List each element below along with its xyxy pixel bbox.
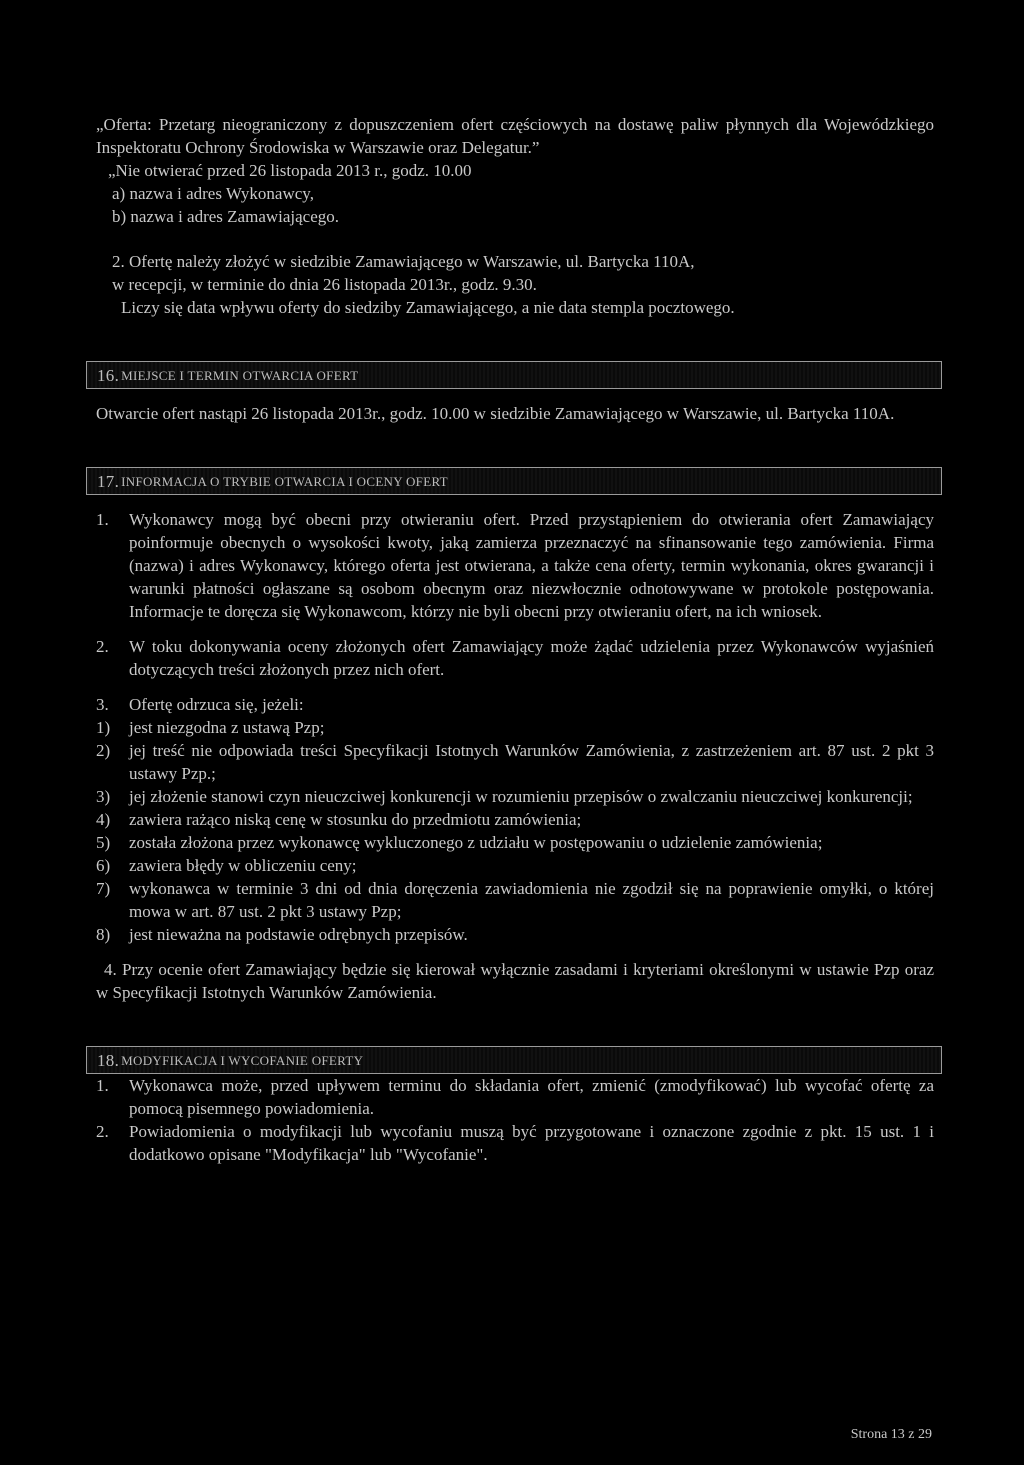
list-item: [96, 854, 934, 877]
list-text: zawiera błędy w obliczeniu ceny;: [129, 856, 357, 875]
list-text: jej złożenie stanowi czyn nieuczciwej konkurencji w rozumieniu przepisów o zwalczaniu nieuczciwej konkurencji;: [129, 787, 913, 806]
section-17-item-2: [96, 635, 934, 681]
section-18-item-2: [96, 1120, 934, 1166]
item2-line2: w recepcji, w terminie do dnia 26 listopada 2013r., godz. 9.30.: [112, 275, 537, 294]
section-17-item-1: [96, 508, 934, 623]
section-16-number: 16.: [97, 365, 120, 385]
list-text: Powiadomienia o modyfikacji lub wycofaniu muszą być przygotowane i oznaczone zgodnie z pkt. 15 ust. 1 i dodatkowo opisane "Modyfikacja" lub "Wycofanie".: [129, 1122, 934, 1164]
rejection-reasons-list: [96, 716, 934, 946]
list-number: 2.: [96, 1122, 109, 1141]
list-item: [96, 923, 934, 946]
list-number: 1.: [96, 510, 109, 529]
section-17-item-3: [96, 693, 934, 716]
section-18-item-1: [96, 1074, 934, 1120]
list-item: [96, 739, 934, 785]
list-number: 6): [96, 856, 111, 875]
list-number: 1): [96, 718, 111, 737]
list-number: 4): [96, 810, 111, 829]
list-text: jest niezgodna z ustawą Pzp;: [129, 718, 325, 737]
section-18-title: MODYFIKACJA I WYCOFANIE OFERTY: [121, 1052, 364, 1068]
list-item: [96, 785, 934, 808]
section-18-header: [86, 1046, 942, 1074]
section-17-title: INFORMACJA O TRYBIE OTWARCIA I OCENY OFERT: [121, 473, 448, 489]
intro-offer-label: „Oferta: Przetarg nieograniczony z dopuszczeniem ofert częściowych na dostawę paliw płynnych dla Wojewódzkiego Inspektoratu Ochrony Środowiska w Warszawie oraz Delegatur.”: [96, 115, 934, 157]
list-item: [96, 877, 934, 923]
list-number: 7): [96, 879, 111, 898]
list-text: została złożona przez wykonawcę wykluczonego z udziału w postępowaniu o udzielenie zamówienia;: [129, 833, 823, 852]
section-18-number: 18.: [97, 1050, 120, 1070]
list-number: 3.: [96, 695, 109, 714]
intro-do-not-open: „Nie otwierać przed 26 listopada 2013 r., godz. 10.00: [108, 161, 472, 180]
list-number: 2.: [96, 637, 109, 656]
list-item: [96, 831, 934, 854]
section-16-title: MIEJSCE I TERMIN OTWARCIA OFERT: [121, 367, 359, 383]
section-16-header: [86, 361, 942, 389]
intro-item-b: b) nazwa i adres Zamawiającego.: [112, 207, 340, 226]
list-item: [96, 808, 934, 831]
list-number: 2): [96, 741, 111, 760]
list-text: W toku dokonywania oceny złożonych ofert Zamawiający może żądać udzielenia przez Wykonawców wyjaśnień dotyczących treści złożonych przez nich ofert.: [129, 637, 934, 679]
section-17-number: 17.: [97, 471, 120, 491]
list-text: Wykonawca może, przed upływem terminu do składania ofert, zmienić (zmodyfikować) lub wycofać ofertę za pomocą pisemnego powiadomienia.: [129, 1076, 934, 1118]
list-text: Ofertę odrzuca się, jeżeli:: [129, 695, 304, 714]
list-number: 8): [96, 925, 111, 944]
page-number: Strona 13 z 29: [850, 1427, 932, 1442]
list-number: 5): [96, 833, 111, 852]
item2-line1: 2. Ofertę należy złożyć w siedzibie Zamawiającego w Warszawie, ul. Bartycka 110A,: [112, 252, 695, 271]
list-text: jest nieważna na podstawie odrębnych przepisów.: [129, 925, 468, 944]
list-text: Wykonawcy mogą być obecni przy otwieraniu ofert. Przed przystąpieniem do otwierania ofert Zamawiający poinformuje obecnych o wysokości kwoty, jaką zamierza przeznaczyć na sfinansowanie tego zamówienia. Firma (nazwa) i adres Wykonawcy, którego oferta jest otwierana, a także cena oferty, termin wykonania, okres gwarancji i warunki płatności ogłaszane są osobom obecnym oraz niezwłocznie odnotowywane w protokole postępowania. Informacje te doręcza się Wykonawcom, którzy nie byli obecni przy otwieraniu ofert, na ich wniosek.: [129, 510, 934, 621]
section-16-text: Otwarcie ofert nastąpi 26 listopada 2013r., godz. 10.00 w siedzibie Zamawiającego w Warszawie, ul. Bartycka 110A.: [96, 404, 895, 423]
list-text: jej treść nie odpowiada treści Specyfikacji Istotnych Warunków Zamówienia, z zastrzeżeniem art. 87 ust. 2 pkt 3 ustawy Pzp.;: [129, 741, 934, 783]
document-page: [96, 113, 934, 1166]
item2-line3: Liczy się data wpływu oferty do siedziby Zamawiającego, a nie data stempla pocztowego.: [121, 298, 735, 317]
section-17-header: [86, 467, 942, 495]
intro-item-a: a) nazwa i adres Wykonawcy,: [112, 184, 314, 203]
list-number: 3): [96, 787, 111, 806]
list-text: zawiera rażąco niską cenę w stosunku do przedmiotu zamówienia;: [129, 810, 582, 829]
list-text: wykonawca w terminie 3 dni od dnia doręczenia zawiadomienia nie zgodził się na poprawienie omyłki, o której mowa w art. 87 ust. 2 pkt 3 ustawy Pzp;: [129, 879, 934, 921]
list-item: [96, 716, 934, 739]
section-17-item-4: 4. Przy ocenie ofert Zamawiający będzie się kierował wyłącznie zasadami i kryteriami określonymi w ustawie Pzp oraz w Specyfikacji Istotnych Warunków Zamówienia.: [96, 960, 934, 1002]
list-number: 1.: [96, 1076, 109, 1095]
